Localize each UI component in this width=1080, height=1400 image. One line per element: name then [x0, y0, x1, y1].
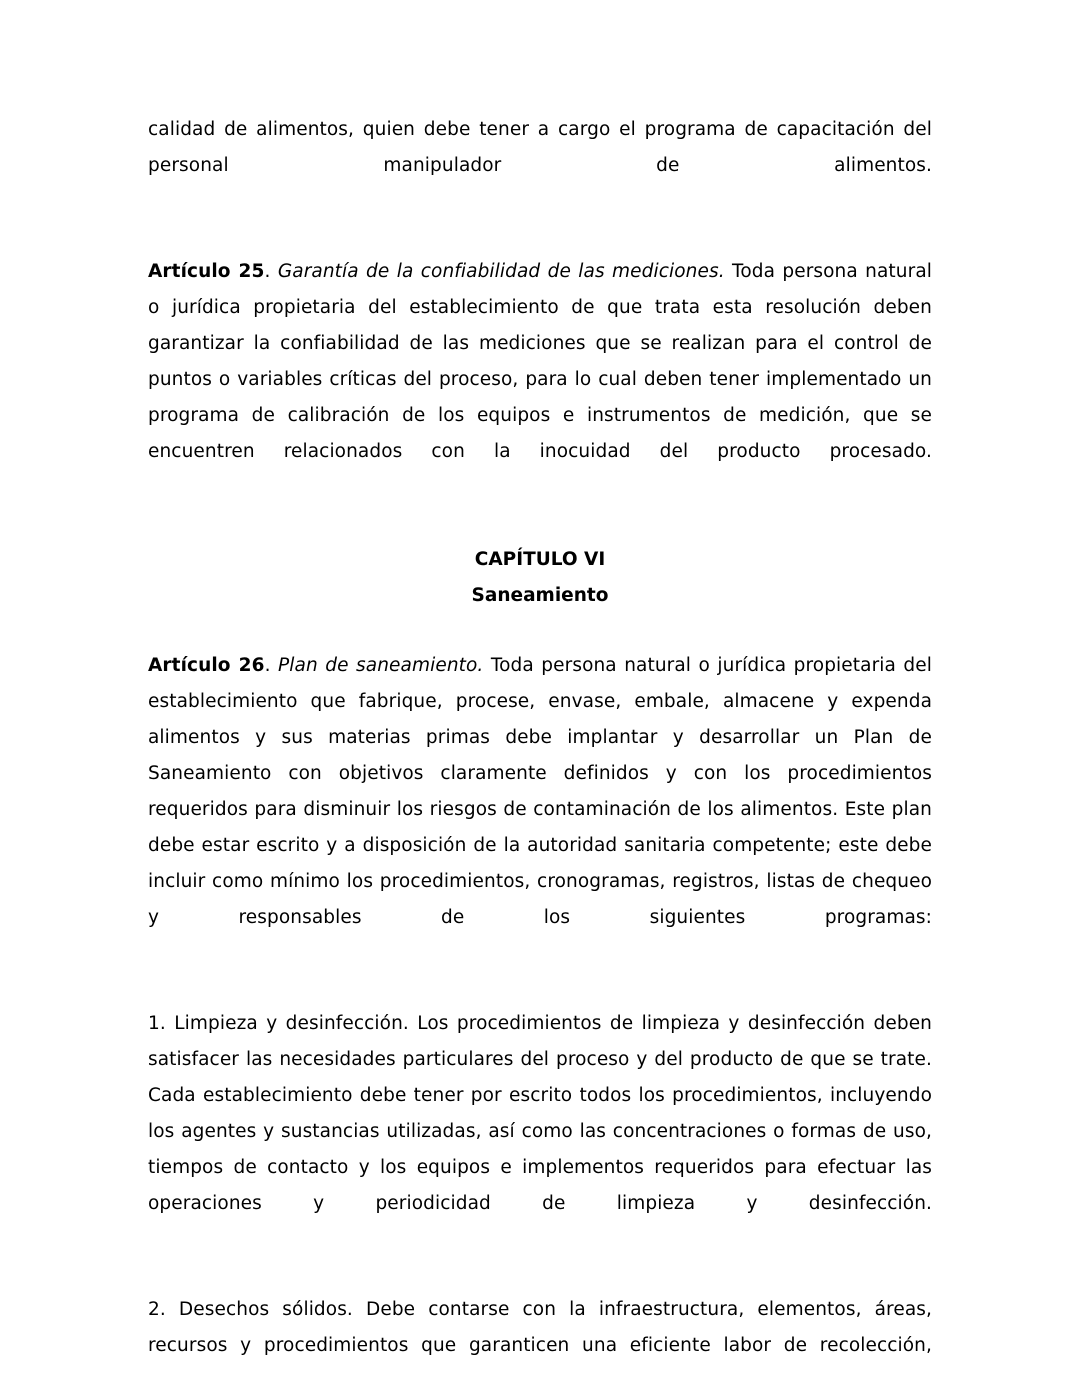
- article-separator: .: [264, 261, 278, 282]
- document-body: [148, 112, 932, 1400]
- heading-chapter-number: CAPÍTULO VI: [474, 549, 606, 570]
- article-title-25: Garantía de la confiabilidad de las mediciones.: [277, 261, 725, 282]
- paragraph-articulo-26: [148, 648, 932, 972]
- heading-capitulo-vi: [148, 542, 932, 614]
- paragraph-continuation: [148, 112, 932, 220]
- article-body-26: Toda persona natural o jurídica propietaria del establecimiento que fabrique, procese, envase, embale, almacene y expenda alimentos y sus materias primas debe implantar y desarrollar un Plan de Saneamiento con objetivos claramente definidos y con los procedimientos requeridos para disminuir los riesgos de contaminación de los alimentos. Este plan debe estar escrito y a disposición de la autoridad sanitaria competente; este debe incluir como mínimo los procedimientos, cronogramas, registros, listas de chequeo y responsables de los siguientes programas:: [148, 655, 932, 928]
- article-number-25: Artículo 25: [148, 261, 265, 282]
- paragraph-text: calidad de alimentos, quien debe tener a cargo el programa de capacitación del personal manipulador de alimentos.: [148, 119, 932, 176]
- paragraph-articulo-25: [148, 254, 932, 506]
- paragraph-numeral-1: [148, 1006, 932, 1258]
- heading-chapter-title: Saneamiento: [471, 585, 609, 606]
- article-title-26: Plan de saneamiento.: [278, 655, 484, 676]
- paragraph-text: 2. Desechos sólidos. Debe contarse con la infraestructura, elementos, áreas, recursos y procedimientos que garanticen una eficiente labor de recolección,: [148, 1299, 932, 1356]
- article-number-26: Artículo 26: [148, 655, 265, 676]
- article-separator: .: [264, 655, 279, 676]
- article-body-25: Toda persona natural o jurídica propietaria del establecimiento de que trata esta resolución deben garantizar la confiabilidad de las mediciones que se realizan para el control de puntos o variables críticas del proceso, para lo cual deben tener implementado un programa de calibración de los equipos e instrumentos de medición, que se encuentren relacionados con la inocuidad del producto procesado.: [148, 261, 932, 462]
- paragraph-text: 1. Limpieza y desinfección. Los procedimientos de limpieza y desinfección deben satisfacer las necesidades particulares del proceso y del producto de que se trate. Cada establecimiento debe tener por escrito todos los procedimientos, incluyendo los agentes y sustancias utilizadas, así como las concentraciones o formas de uso, tiempos de contacto y los equipos e implementos requeridos para efectuar las operaciones y periodicidad de limpieza y desinfección.: [148, 1013, 932, 1214]
- paragraph-numeral-2: [148, 1292, 932, 1400]
